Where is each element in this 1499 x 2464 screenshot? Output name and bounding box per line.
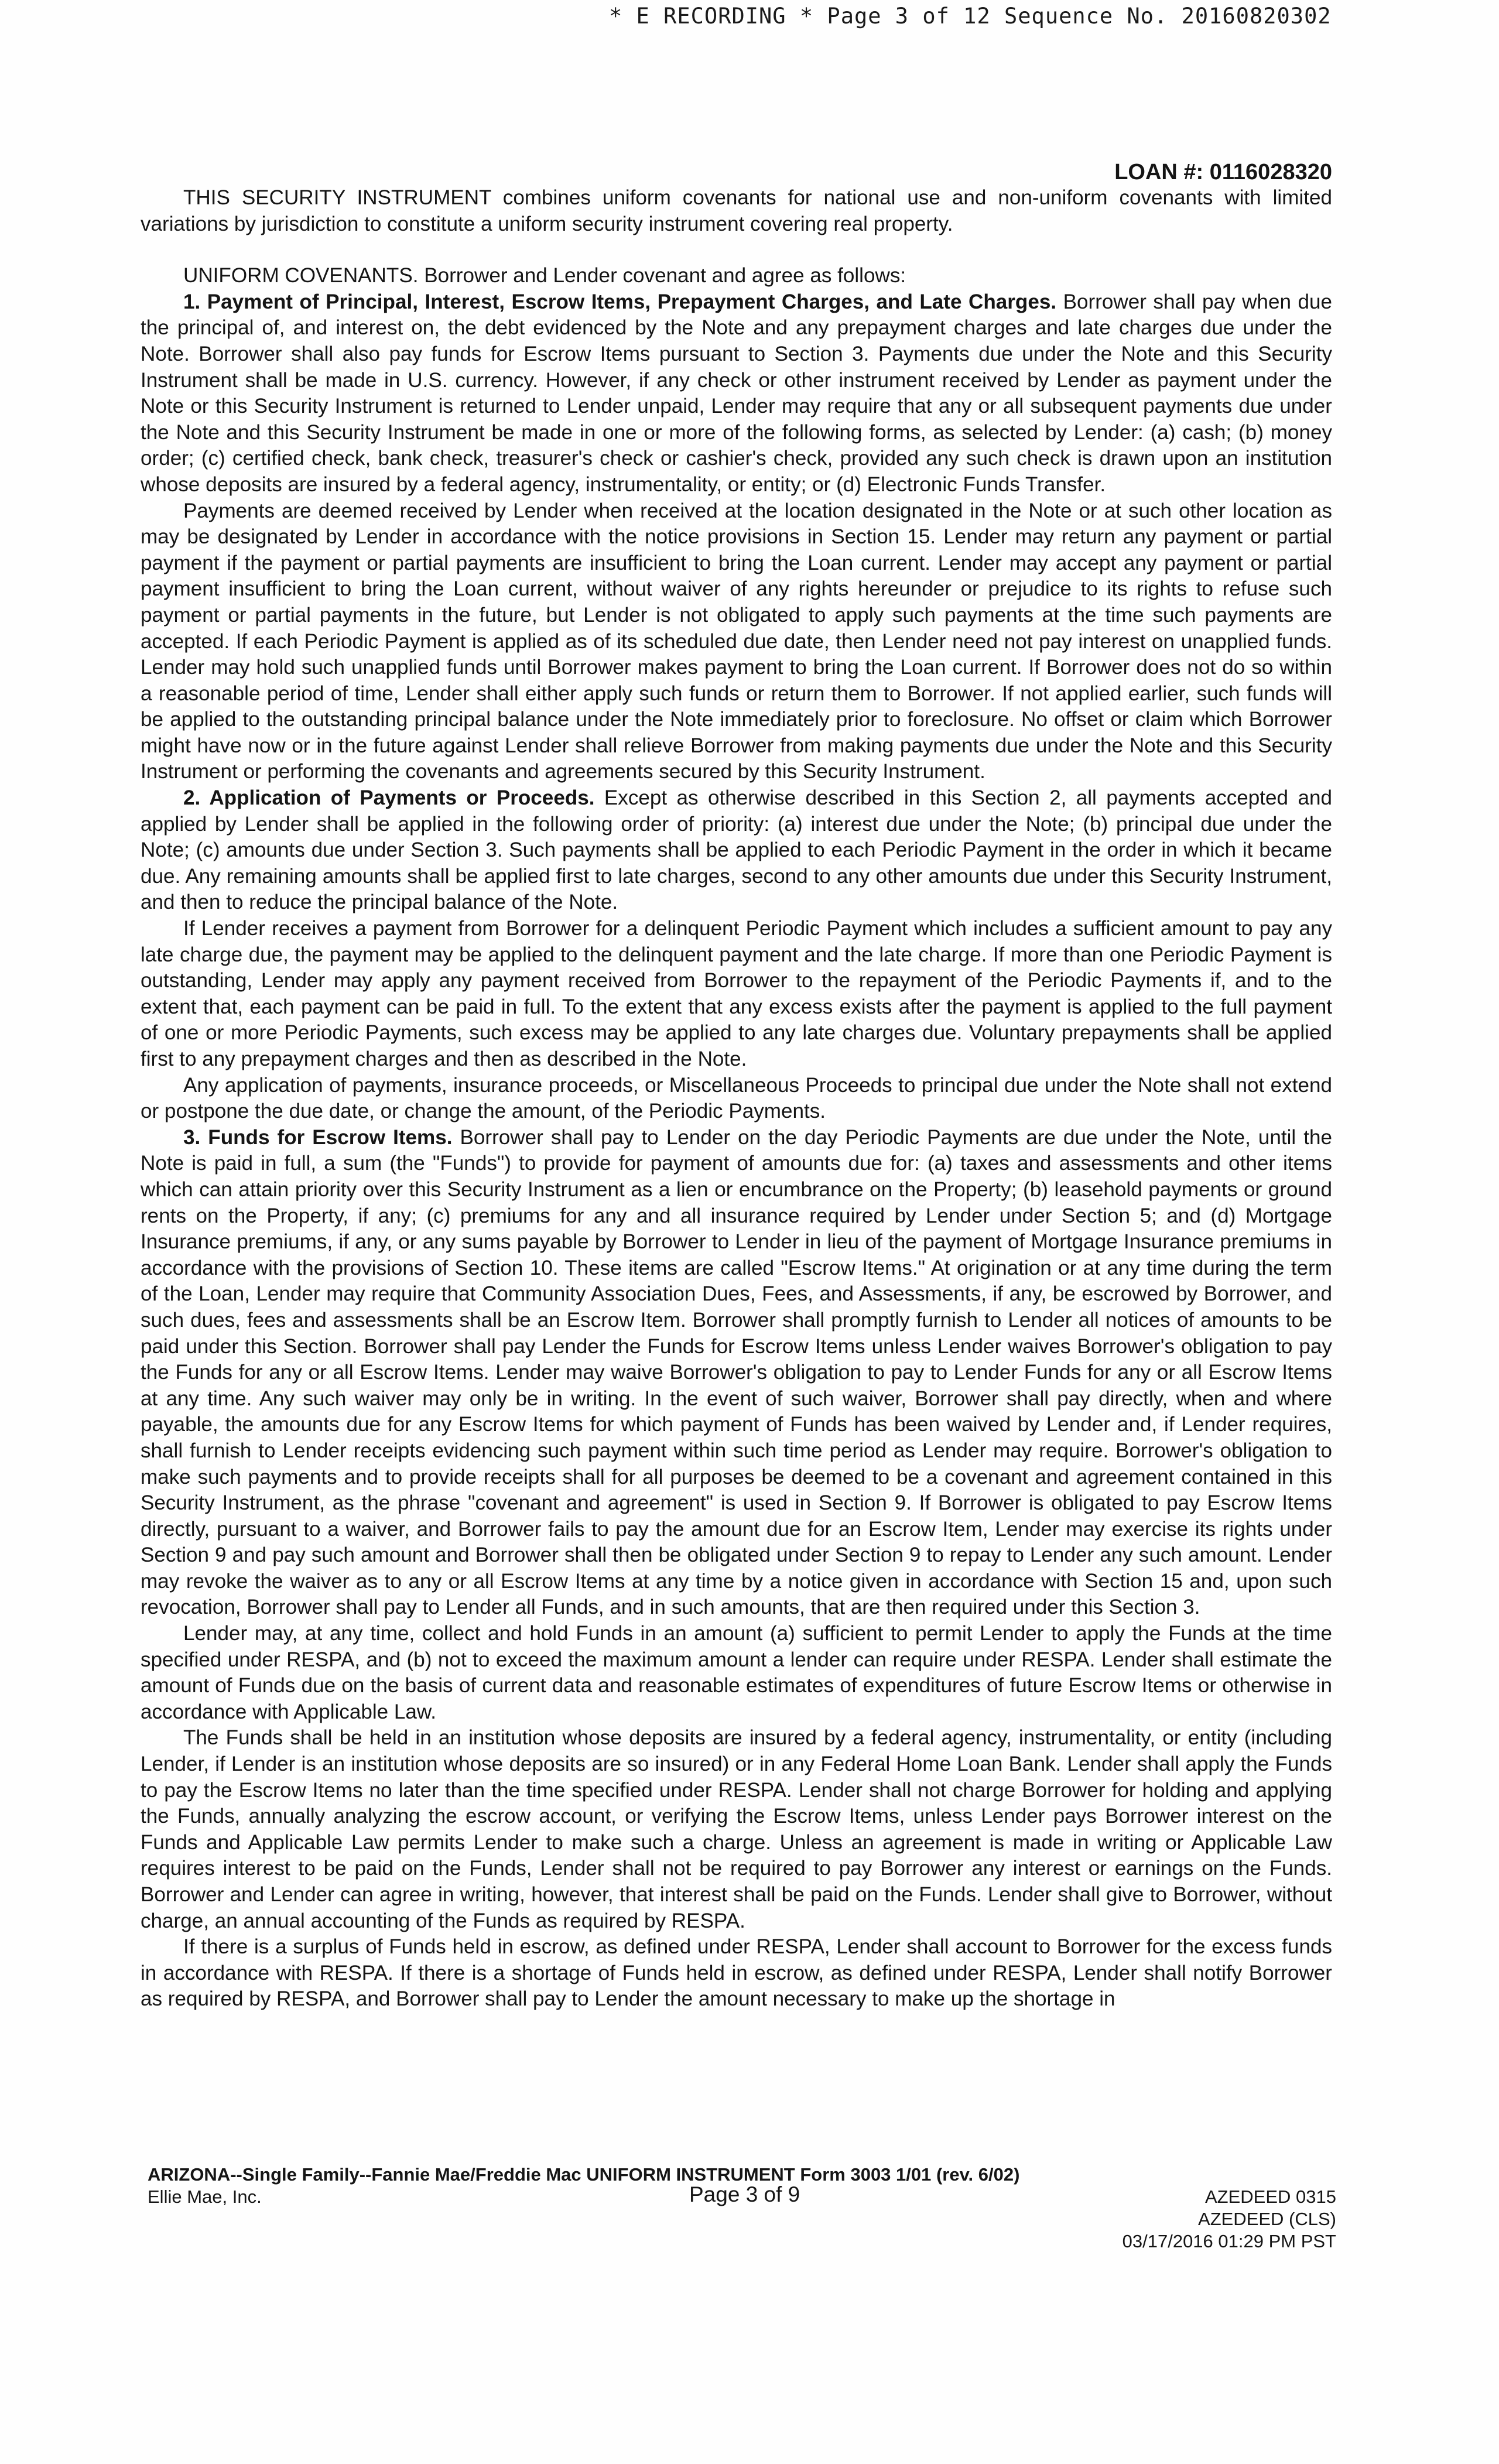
form-title: ARIZONA--Single Family--Fannie Mae/Freddie Mac UNIFORM INSTRUMENT Form 3003 1/01 (rev. 6/02): [148, 2164, 1020, 2185]
intro-paragraph: THIS SECURITY INSTRUMENT combines uniform covenants for national use and non-uniform covenants with limited variations by jurisdiction to constitute a uniform security instrument covering real property.: [141, 186, 1332, 235]
section-2-heading: 2. Application of Payments or Proceeds.: [183, 786, 595, 810]
company-name: Ellie Mae, Inc.: [148, 2186, 262, 2207]
section-2-paragraph-2: If Lender receives a payment from Borrower for a delinquent Periodic Payment which includes a sufficient amount to pay any late charge due, the payment may be applied to the delinquent payment and the late charge. If more than one Periodic Payment is outstanding, Lender may apply any payment received from Borrower to the repayment of the Periodic Payments if, and to the extent that, each payment can be paid in full. To the extent that any excess exists after the payment is applied to the full payment of one or more Periodic Payments, such excess may be applied to any late charges due. Voluntary prepayments shall be applied first to any prepayment charges and then as described in the Note.: [141, 917, 1332, 1070]
page-number: Page 3 of 9: [689, 2182, 800, 2206]
recording-header: * E RECORDING * Page 3 of 12 Sequence No. 20160820302: [609, 4, 1332, 29]
section-3-heading: 3. Funds for Escrow Items.: [183, 1125, 453, 1149]
paragraph-spacer: [141, 237, 1332, 263]
uniform-covenants-line: UNIFORM COVENANTS. Borrower and Lender covenant and agree as follows:: [183, 264, 906, 288]
loan-number: LOAN #: 0116028320: [1114, 160, 1332, 184]
section-1-paragraph: [141, 289, 1332, 498]
print-timestamp: 03/17/2016 01:29 PM PST: [1122, 2231, 1336, 2251]
form-code-2: AZEDEED (CLS): [1198, 2209, 1336, 2229]
section-3-paragraph-2: Lender may, at any time, collect and hold Funds in an amount (a) sufficient to permit Lender to apply the Funds at the time specified under RESPA, and (b) not to exceed the maximum amount a lender can require under RESPA. Lender shall estimate the amount of Funds due on the basis of current data and reasonable estimates of expenditures of future Escrow Items or otherwise in accordance with Applicable Law.: [141, 1622, 1332, 1723]
section-3-body: Borrower shall pay to Lender on the day Periodic Payments are due under the Note, until the Note is paid in full, a sum (the "Funds") to provide for payment of amounts due for: (a) taxes and assessments and other items which can attain priority over this Security Instrument as a lien or encumbrance on the Property; (b) leasehold payments or ground rents on the Property, if any; (c) premiums for any and all insurance required by Lender under Section 5; and (d) Mortgage Insurance premiums, if any, or any sums payable by Borrower to Lender in lieu of the payment of Mortgage Insurance premiums in accordance with the provisions of Section 10. These items are called "Escrow Items." At origination or at any time during the term of the Loan, Lender may require that Community Association Dues, Fees, and Assessments, if any, be escrowed by Borrower, and such dues, fees and assessments shall be an Escrow Item. Borrower shall promptly furnish to Lender all notices of amounts to be paid under this Section. Borrower shall pay Lender the Funds for Escrow Items unless Lender waives Borrower's obligation to pay the Funds for any or all Escrow Items. Lender may waive Borrower's obligation to pay to Lender Funds for any or all Escrow Items at any time. Any such waiver may only be in writing. In the event of such waiver, Borrower shall pay directly, when and where payable, the amounts due for any Escrow Items for which payment of Funds has been waived by Lender and, if Lender requires, shall furnish to Lender receipts evidencing such payment within such time period as Lender may require. Borrower's obligation to make such payments and to provide receipts shall for all purposes be deemed to be a covenant and agreement contained in this Security Instrument, as the phrase "covenant and agreement" is used in Section 9. If Borrower is obligated to pay Escrow Items directly, pursuant to a waiver, and Borrower fails to pay the amount due for an Escrow Item, Lender may exercise its rights under Section 9 and pay such amount and Borrower shall then be obligated under Section 9 to repay to Lender any such amount. Lender may revoke the waiver as to any or all Escrow Items at any time by a notice given in accordance with Section 15 and, upon such revocation, Borrower shall pay to Lender all Funds, and in such amounts, that are then required under this Section 3.: [141, 1125, 1333, 1619]
section-3-paragraph-3: The Funds shall be held in an institution whose deposits are insured by a federal agency, instrumentality, or entity (including Lender, if Lender is an institution whose deposits are so insured) or in any Federal Home Loan Bank. Lender shall apply the Funds to pay the Escrow Items no later than the time specified under RESPA. Lender shall not charge Borrower for holding and applying the Funds, annually analyzing the escrow account, or verifying the Escrow Items, unless Lender pays Borrower interest on the Funds and Applicable Law permits Lender to make such a charge. Unless an agreement is made in writing or Applicable Law requires interest to be paid on the Funds, Lender shall not be required to pay Borrower any interest or earnings on the Funds. Borrower and Lender can agree in writing, however, that interest shall be paid on the Funds. Lender shall give to Borrower, without charge, an annual accounting of the Funds as required by RESPA.: [141, 1726, 1332, 1932]
section-2-paragraph: [141, 785, 1332, 916]
document-body: [141, 159, 1332, 2013]
form-code-1: AZEDEED 0315: [1205, 2186, 1336, 2207]
section-1-heading: 1. Payment of Principal, Interest, Escrow Items, Prepayment Charges, and Late Charges.: [183, 290, 1057, 313]
page-footer: [148, 2164, 1336, 2251]
section-2-body: Except as otherwise described in this Section 2, all payments accepted and applied by Lender shall be applied in the following order of priority: (a) interest due under the Note; (b) principal due under the Note; (c) amounts due under Section 3. Such payments shall be applied to each Periodic Payment in the order in which it became due. Any remaining amounts shall be applied first to late charges, second to any other amounts due under this Security Instrument, and then to reduce the principal balance of the Note.: [141, 786, 1332, 914]
section-3-paragraph: [141, 1125, 1332, 1621]
section-3-paragraph-4: If there is a surplus of Funds held in escrow, as defined under RESPA, Lender shall account to Borrower for the excess funds in accordance with RESPA. If there is a shortage of Funds held in escrow, as defined under RESPA, Lender shall notify Borrower as required by RESPA, and Borrower shall pay to Lender the amount necessary to make up the shortage in: [141, 1935, 1332, 2011]
section-2-paragraph-3: Any application of payments, insurance proceeds, or Miscellaneous Proceeds to principal due under the Note shall not extend or postpone the due date, or change the amount, of the Periodic Payments.: [141, 1073, 1332, 1123]
section-1-paragraph-2: Payments are deemed received by Lender when received at the location designated in the Note or at such other location as may be designated by Lender in accordance with the notice provisions in Section 15. Lender may return any payment or partial payment if the payment or partial payments are insufficient to bring the Loan current. Lender may accept any payment or partial payment insufficient to bring the Loan current, without waiver of any rights hereunder or prejudice to its rights to refuse such payment or partial payments in the future, but Lender is not obligated to apply such payments at the time such payments are accepted. If each Periodic Payment is applied as of its scheduled due date, then Lender need not pay interest on unapplied funds. Lender may hold such unapplied funds until Borrower makes payment to bring the Loan current. If Borrower does not do so within a reasonable period of time, Lender shall either apply such funds or return them to Borrower. If not applied earlier, such funds will be applied to the outstanding principal balance under the Note immediately prior to foreclosure. No offset or claim which Borrower might have now or in the future against Lender shall relieve Borrower from making payments due under the Note and this Security Instrument or performing the covenants and agreements secured by this Security Instrument.: [141, 499, 1332, 783]
section-1-body: Borrower shall pay when due the principal of, and interest on, the debt evidenced by the Note and any prepayment charges and late charges due under the Note. Borrower shall also pay funds for Escrow Items pursuant to Section 3. Payments due under the Note and this Security Instrument shall be made in U.S. currency. However, if any check or other instrument received by Lender as payment under the Note or this Security Instrument is returned to Lender unpaid, Lender may require that any or all subsequent payments due under the Note and this Security Instrument be made in one or more of the following forms, as selected by Lender: (a) cash; (b) money order; (c) certified check, bank check, treasurer's check or cashier's check, provided any such check is drawn upon an institution whose deposits are insured by a federal agency, instrumentality, or entity; or (d) Electronic Funds Transfer.: [141, 290, 1332, 496]
form-codes: [1122, 2186, 1336, 2253]
